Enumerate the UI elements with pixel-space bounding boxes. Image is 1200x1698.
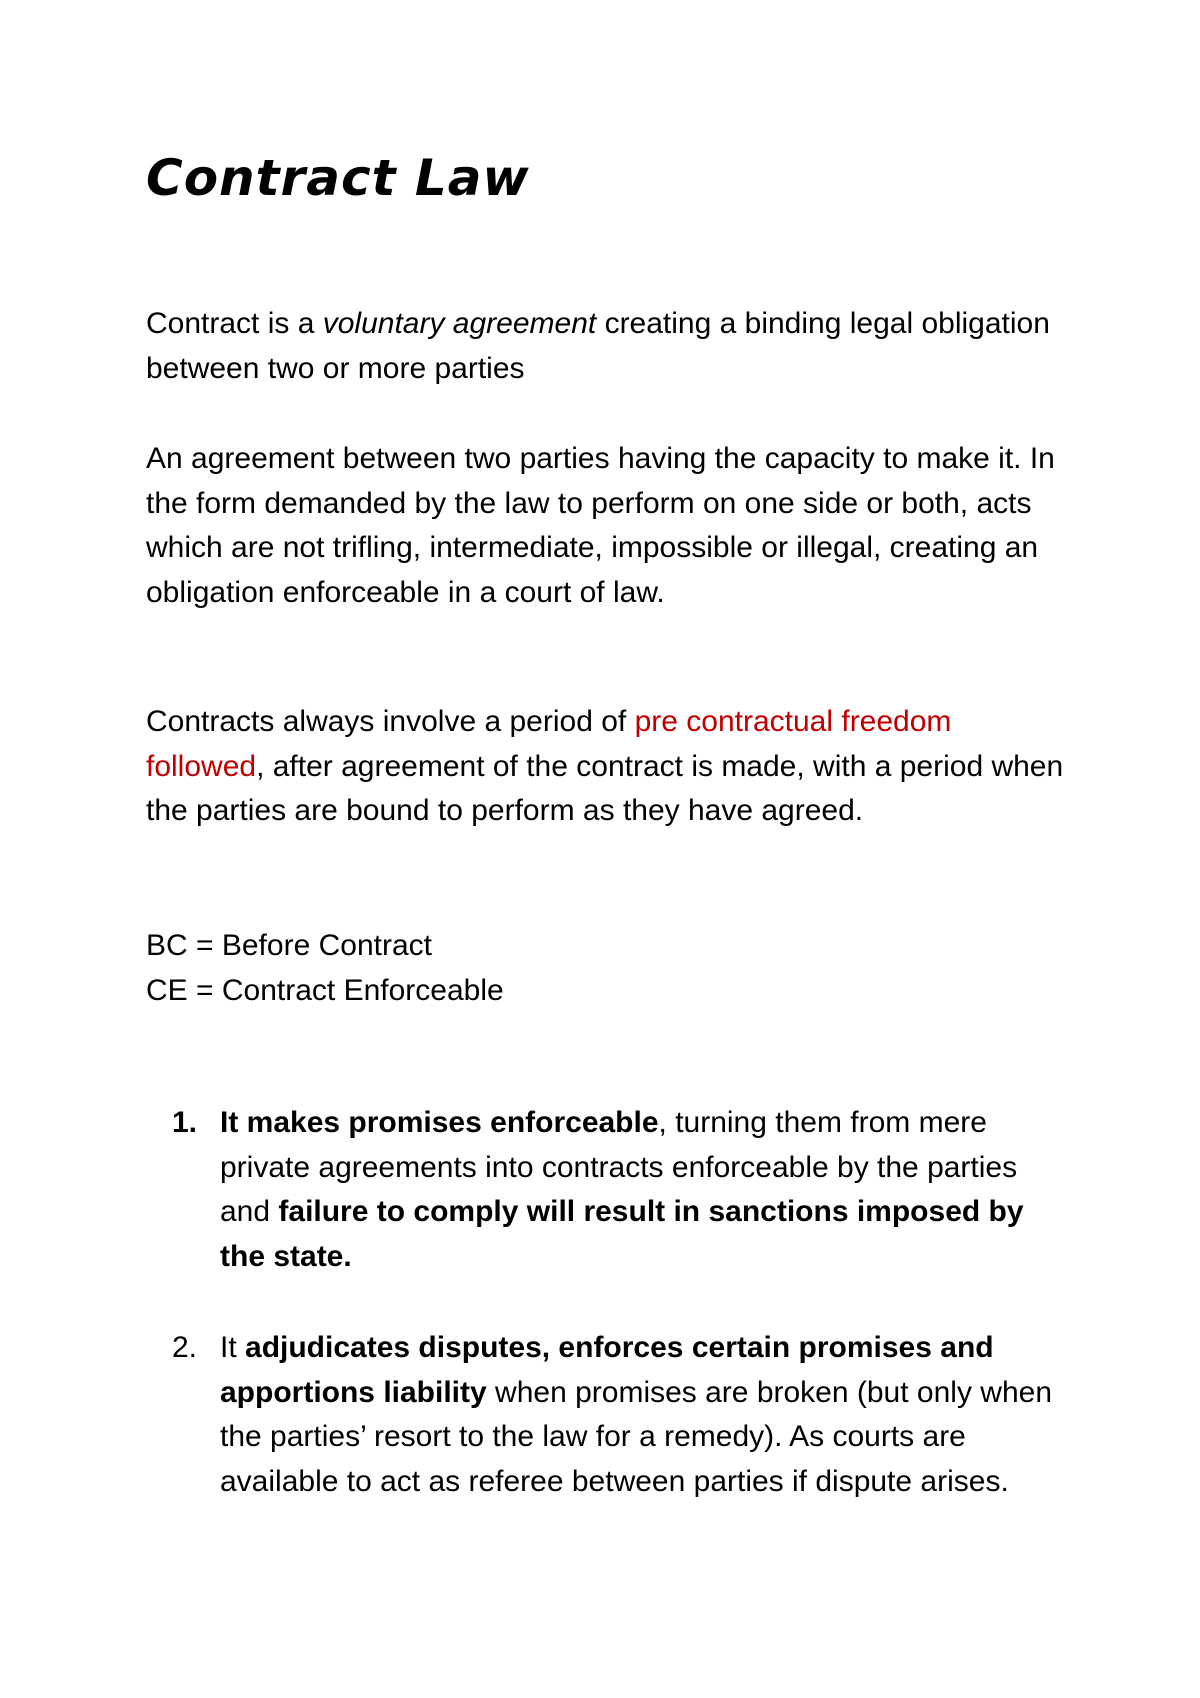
list-item-bold: adjudicates disputes, enforces certain promises and apportions liability bbox=[220, 1331, 994, 1409]
abbreviation-definitions bbox=[146, 924, 1066, 1013]
definition-emphasis: voluntary agreement bbox=[322, 307, 597, 340]
list-item-bold: failure to comply will result in sanctions imposed by the state. bbox=[220, 1195, 1024, 1273]
definition-text-start: Contract is a bbox=[146, 307, 323, 340]
definition-ce: CE = Contract Enforceable bbox=[146, 973, 504, 1007]
list-item-bold: It makes promises enforceable bbox=[220, 1106, 659, 1139]
definition-text-end: creating a binding legal obligation between two or more parties bbox=[146, 307, 1050, 385]
contract-definition bbox=[146, 302, 1066, 391]
list-item-text: , turning them from mere private agreements into contracts enforceable by the parties and bbox=[220, 1106, 1018, 1228]
periods-text-start: Contracts always involve a period of bbox=[146, 705, 635, 738]
page-title: Contract Law bbox=[146, 149, 530, 207]
contract-periods-paragraph bbox=[146, 700, 1066, 834]
list-item-text: when promises are broken (but only when the parties’ resort to the law for a remedy). As courts are available to act as referee between parties if dispute arises. bbox=[220, 1375, 1053, 1498]
agreement-paragraph: An agreement between two parties having the capacity to make it. In the form demanded by the law to perform on one side or both, acts which are not trifling, intermediate, impossible or illegal, creating an obligation enforceable in a court of law. bbox=[146, 442, 1055, 609]
periods-text-end: , after agreement of the contract is made, with a period when the parties are bound to perform as they have agreed. bbox=[146, 749, 1064, 827]
periods-highlight: pre contractual freedom followed bbox=[146, 705, 952, 783]
list-item-text: It bbox=[220, 1331, 246, 1364]
definition-bc: BC = Before Contract bbox=[146, 929, 432, 962]
list-item bbox=[172, 1326, 1070, 1504]
list-number: 2. bbox=[172, 1331, 198, 1364]
list-number: 1. bbox=[172, 1106, 198, 1139]
list-item bbox=[172, 1101, 1070, 1279]
